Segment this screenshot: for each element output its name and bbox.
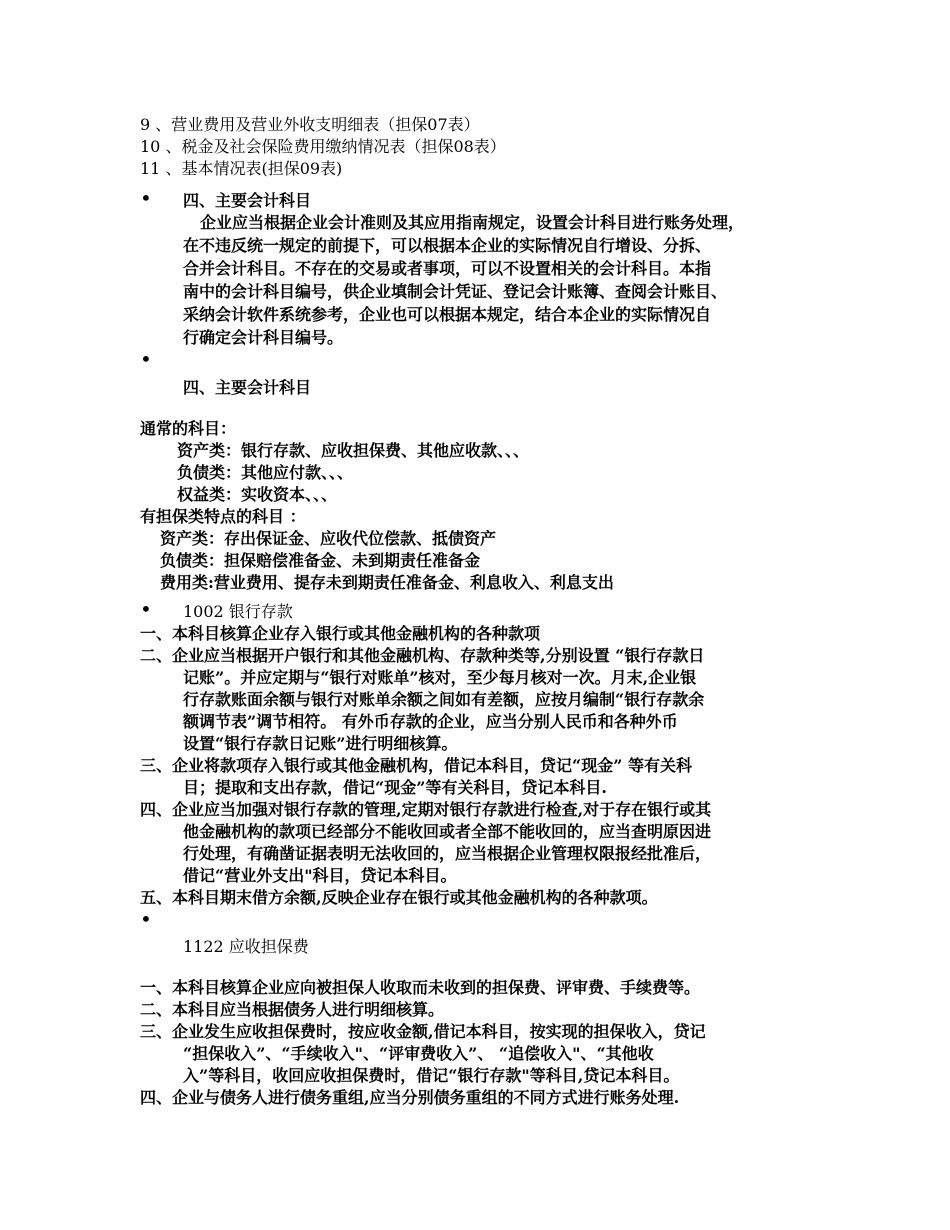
paragraph-line: 二、本科目应当根据债务人进行明细核算。 bbox=[140, 1000, 445, 1019]
subheading: 通常的科目： bbox=[140, 419, 237, 438]
list-item: 负债类：其他应付款、、、 bbox=[177, 463, 354, 482]
bullet-icon: • bbox=[140, 907, 152, 931]
list-item: 资产类：银行存款、应收担保费、其他应收款、、、 bbox=[177, 441, 530, 460]
list-item: 9 、营业费用及营业外收支明细表（担保07表） bbox=[140, 115, 480, 134]
section-heading: 四、主要会计科目 bbox=[183, 378, 312, 397]
list-item: 10 、税金及社会保险费用缴纳情况表（担保08表） bbox=[140, 137, 506, 156]
section-heading: 四、主要会计科目 bbox=[183, 191, 312, 210]
section-heading: 1122 应收担保费 bbox=[183, 937, 309, 956]
paragraph-line: 入”等科目，收回应收担保费时，借记“银行存款"等科目,贷记本科目。 bbox=[183, 1066, 680, 1085]
paragraph-line: 在不违反统一规定的前提下，可以根据本企业的实际情况自行增设、分拆、 bbox=[183, 236, 712, 255]
paragraph-line: 四、企业应当加强对银行存款的管理,定期对银行存款进行检查,对于存在银行或其 bbox=[140, 800, 712, 819]
paragraph-line: 五、本科目期末借方余额,反映企业存在银行或其他金融机构的各种款项。 bbox=[140, 888, 658, 907]
paragraph-line: 借记“营业外支出"科目，贷记本科目。 bbox=[183, 866, 457, 885]
bullet-icon: • bbox=[140, 186, 152, 210]
paragraph-line: 四、企业与债务人进行债务重组,应当分别债务重组的不同方式进行账务处理. bbox=[140, 1088, 680, 1107]
paragraph-line: 企业应当根据企业会计准则及其应用指南规定，设置会计科目进行账务处理， bbox=[200, 213, 745, 232]
paragraph-line: 采纳会计软件系统参考，企业也可以根据本规定，结合本企业的实际情况自 bbox=[183, 305, 712, 324]
paragraph-line: 三、企业发生应收担保费时，按应收金额,借记本科目，按实现的担保收入，贷记 bbox=[140, 1022, 706, 1041]
paragraph-line: 一、本科目核算企业应向被担保人收取而未收到的担保费、评审费、手续费等。 bbox=[140, 978, 701, 997]
paragraph-line: 一、本科目核算企业存入银行或其他金融机构的各种款项 bbox=[140, 624, 541, 643]
paragraph-line: 目；提取和支出存款，借记“现金”等有关科目，贷记本科目. bbox=[183, 778, 607, 797]
paragraph-line: “担保收入”、“手续收入"、“评审费收入”、 “追偿收入"、“其他收 bbox=[183, 1044, 654, 1063]
paragraph-line: 南中的会计科目编号，供企业填制会计凭证、登记会计账簿、查阅会计账目、 bbox=[183, 282, 728, 301]
list-item: 负债类：担保赔偿准备金、未到期责任准备金 bbox=[160, 551, 481, 570]
paragraph-line: 行确定会计科目编号。 bbox=[183, 328, 344, 347]
paragraph-line: 他金融机构的款项已经部分不能收回或者全部不能收回的，应当查明原因进 bbox=[183, 822, 712, 841]
paragraph-line: 行处理，有确凿证据表明无法收回的，应当根据企业管理权限报经批准后， bbox=[183, 844, 712, 863]
paragraph-line: 三、企业将款项存入银行或其他金融机构，借记本科目，贷记“现金” 等有关科 bbox=[140, 756, 692, 775]
bullet-icon: • bbox=[140, 347, 152, 371]
list-item: 资产类：存出保证金、应收代位偿款、抵债资产 bbox=[160, 529, 497, 548]
list-item: 费用类:营业费用、提存未到期责任准备金、利息收入、利息支出 bbox=[160, 573, 614, 592]
subheading: 有担保类特点的科目 ： bbox=[140, 507, 306, 526]
list-item: 权益类：实收资本、、、 bbox=[177, 485, 338, 504]
section-heading: 1002 银行存款 bbox=[183, 602, 293, 621]
paragraph-line: 记账”。并应定期与“银行对账单”核对，至少每月核对一次。月末,企业银 bbox=[183, 668, 697, 687]
bullet-icon: • bbox=[140, 597, 152, 621]
paragraph-line: 行存款账面余额与银行对账单余额之间如有差额，应按月编制“银行存款余 bbox=[183, 690, 705, 709]
paragraph-line: 合并会计科目。不存在的交易或者事项，可以不设置相关的会计科目。本指 bbox=[183, 259, 712, 278]
list-item: 11 、基本情况表(担保09表) bbox=[140, 159, 343, 178]
paragraph-line: 二、企业应当根据开户银行和其他金融机构、存款种类等,分别设置 “银行存款日 bbox=[140, 646, 705, 665]
paragraph-line: 设置“银行存款日记账”进行明细核算。 bbox=[183, 734, 458, 753]
paragraph-line: 额调节表”调节相符。 有外币存款的企业，应当分别人民币和各种外币 bbox=[183, 712, 678, 731]
